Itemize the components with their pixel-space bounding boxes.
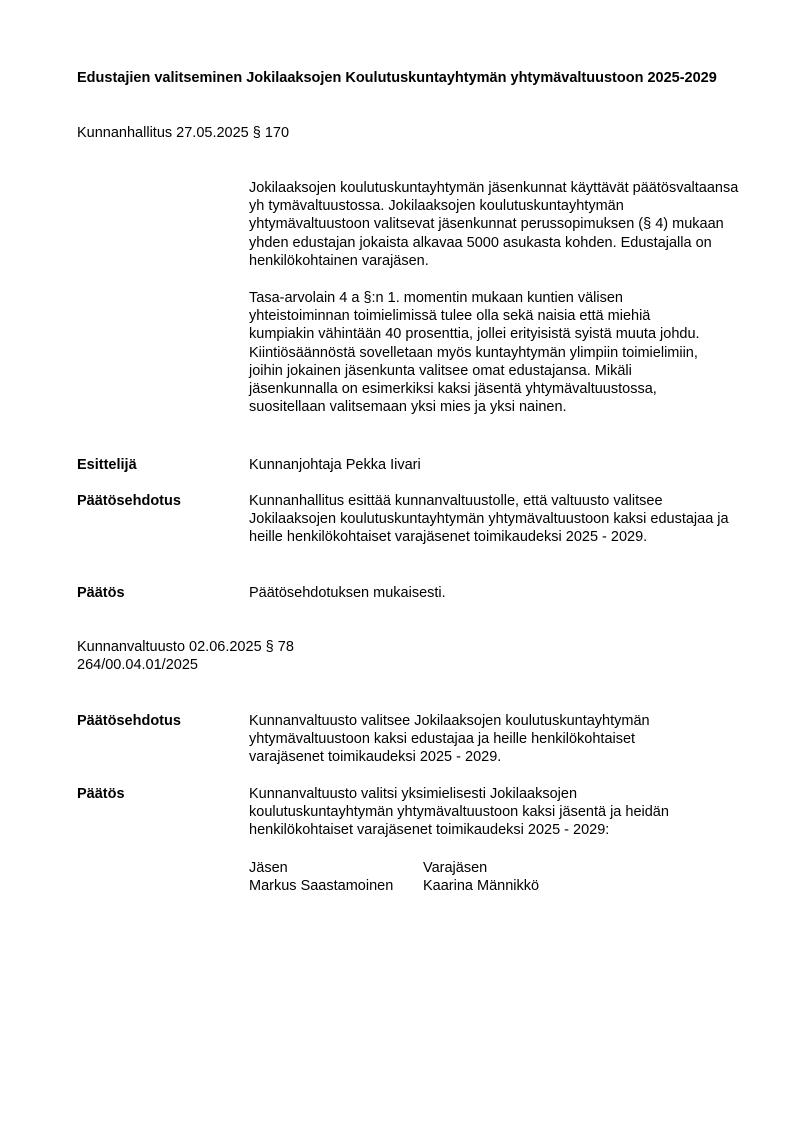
kunnanhallitus-meeting-reference: Kunnanhallitus 27.05.2025 § 170 [77,125,290,141]
kh-paatosehdotus-value: Kunnanhallitus esittää kunnanvaltuustolle, että valtuusto valitsee Jokilaaksojen koulutuskuntayhtymän yhtymävaltuustoon kaksi edustajaa ja heille henkilökohtaiset varajäsenet toimikaudeksi 2025 - 2029. [249,493,729,546]
member-column-header: Jäsen [249,860,288,876]
kv-paatosehdotus-label: Päätösehdotus [77,713,181,729]
kv-paatos-value: Kunnanvaltuusto valitsi yksimielisesti Jokilaaksojen koulutuskuntayhtymän yhtymävaltuustoon kaksi jäsentä ja heidän henkilökohtaiset varajäsenet toimikaudeksi 2025 - 2029: [249,786,669,839]
members-table-row [249,877,539,895]
kv-paatos-label: Päätös [77,786,125,802]
kh-paatosehdotus-label: Päätösehdotus [77,493,181,509]
diary-number: 264/00.04.01/2025 [77,657,198,673]
kunnanvaltuusto-meeting-reference: Kunnanvaltuusto 02.06.2025 § 78 [77,639,294,655]
member-name: Markus Saastamoinen [249,878,394,894]
deputy-column-header: Varajäsen [423,860,488,876]
members-table-header [249,859,487,877]
deputy-name: Kaarina Männikkö [423,878,540,894]
document-title: Edustajien valitseminen Jokilaaksojen Koulutuskuntayhtymän yhtymävaltuustoon 2025-2029 [77,70,717,86]
esittelija-value: Kunnanjohtaja Pekka Iivari [249,457,421,473]
kh-paatos-label: Päätös [77,585,125,601]
esittelija-label: Esittelijä [77,457,137,473]
kh-paatos-value: Päätösehdotuksen mukaisesti. [249,585,446,601]
intro-paragraph-2: Tasa-arvolain 4 a §:n 1. momentin mukaan kuntien välisen yhteistoiminnan toimielimissä tulee olla sekä naisia että miehiä kumpiakin vähintään 40 prosenttia, jollei erityisistä syistä muuta johdu. Kiintiösäännöstä sovelletaan myös kuntayhtymän ylimpiin toimielimiin, joihin jokainen jäsenkunta valitsee omat edustajansa. Mikäli jäsenkunnalla on esimerkiksi kaksi jäsentä yhtymävaltuustossa, suositellaan valitsemaan yksi mies ja yksi nainen. [249,290,700,416]
intro-paragraph-1: Jokilaaksojen koulutuskuntayhtymän jäsenkunnat käyttävät päätösvaltaansa yh tymävaltuustossa. Jokilaaksojen koulutuskuntayhtymän yhtymävaltuustoon valitsevat jäsenkunnat perussopimuksen (§ 4) mukaan yhden edustajan jokaista alkavaa 5000 asukasta kohden. Edustajalla on henkilökohtainen varajäsen. [249,180,739,269]
kv-paatosehdotus-value: Kunnanvaltuusto valitsee Jokilaaksojen koulutuskuntayhtymän yhtymävaltuustoon kaksi edustajaa ja heille henkilökohtaiset varajäsenet toimikaudeksi 2025 - 2029. [249,713,650,766]
